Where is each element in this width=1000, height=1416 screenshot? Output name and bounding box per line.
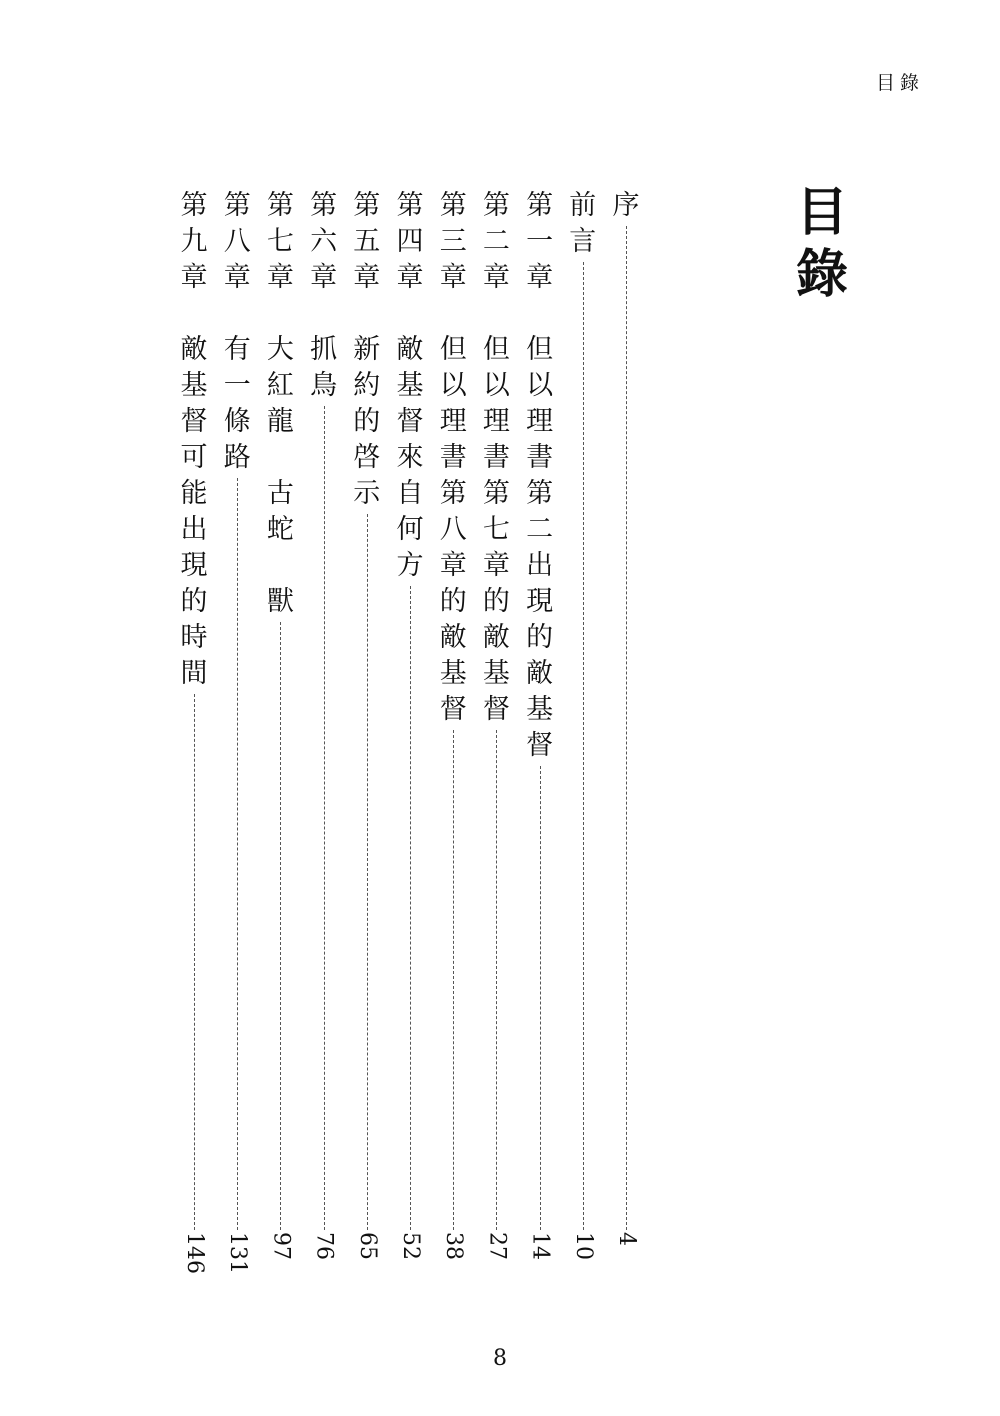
dot-leader (410, 586, 411, 1230)
chapter-label: 第 一 章 (526, 190, 554, 293)
toc-title: 目 錄 (795, 182, 848, 305)
running-header: 目錄 (875, 72, 924, 94)
page-number: 8 (493, 1346, 507, 1371)
chapter-title: 抓 鳥 (310, 334, 338, 401)
chapter-label: 第 九 章 (180, 190, 208, 293)
entry-page-number: 65 (354, 1232, 380, 1260)
chapter-label: 第 八 章 (223, 190, 251, 293)
chapter-title: 但 以 理 書 第 七 章 的 敵 基 督 (482, 334, 510, 725)
chapter-title: 敵 基 督 來 自 何 方 (396, 334, 424, 581)
toc-entry (349, 188, 385, 1278)
toc-entry (565, 188, 601, 1278)
chapter-label: 第 三 章 (439, 190, 467, 293)
dot-leader (453, 730, 454, 1230)
dot-leader (194, 694, 195, 1230)
chapter-label: 第 六 章 (310, 190, 338, 293)
chapter-title: 大 紅 龍 古 蛇 獸 (266, 334, 294, 617)
dot-leader (324, 406, 325, 1230)
dot-leader (280, 622, 281, 1230)
chapter-title: 敵 基 督 可 能 出 現 的 時 間 (180, 334, 208, 689)
chapter-title: 有 一 條 路 (223, 334, 251, 473)
toc-entry (176, 188, 212, 1278)
chapter-title: 序 (612, 190, 640, 221)
entry-page-number: 52 (398, 1232, 423, 1260)
dot-leader (540, 766, 541, 1230)
chapter-label: 第 七 章 (266, 190, 294, 293)
dot-leader (367, 514, 368, 1230)
dot-leader (496, 730, 497, 1230)
entry-page-number: 146 (182, 1232, 207, 1274)
toc-entry (306, 188, 342, 1278)
entry-page-number: 4 (614, 1232, 639, 1246)
chapter-label: 第 四 章 (396, 190, 424, 293)
chapter-title: 但 以 理 書 第 八 章 的 敵 基 督 (439, 334, 467, 725)
toc-entry (522, 188, 558, 1278)
toc-entry (478, 188, 514, 1278)
dot-leader (237, 478, 238, 1230)
chapter-label: 第 五 章 (353, 190, 381, 293)
toc-entry (219, 188, 255, 1278)
entry-page-number: 14 (527, 1232, 553, 1260)
toc-entry (435, 188, 471, 1278)
entry-page-number: 27 (484, 1232, 510, 1260)
entry-page-number: 131 (225, 1232, 251, 1274)
entry-page-number: 76 (311, 1232, 337, 1260)
toc-entry (392, 188, 428, 1278)
chapter-label: 第 二 章 (482, 190, 510, 293)
chapter-title: 但 以 理 書 第 二 出 現 的 敵 基 督 (526, 334, 554, 761)
chapter-title: 新 約 的 啓 示 (353, 334, 381, 509)
entry-page-number: 97 (268, 1232, 294, 1260)
entry-page-number: 38 (441, 1232, 467, 1260)
dot-leader (583, 262, 584, 1230)
entry-page-number: 10 (570, 1232, 596, 1260)
table-of-contents (176, 188, 646, 1278)
toc-entry (262, 188, 298, 1278)
toc-entry (608, 188, 644, 1278)
dot-leader (626, 226, 627, 1230)
chapter-title: 前 言 (569, 190, 597, 257)
